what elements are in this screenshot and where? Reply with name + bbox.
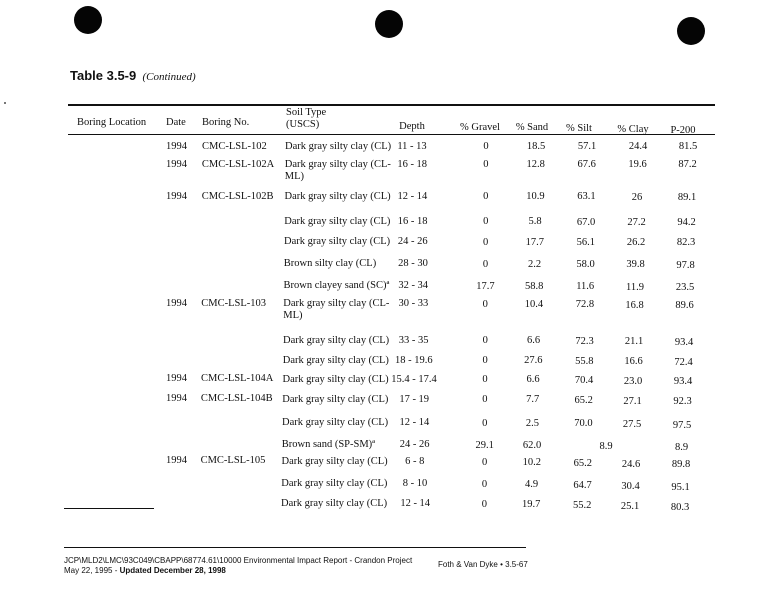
cell-p200: 97.8 bbox=[676, 260, 695, 271]
cell-p200: 89.1 bbox=[677, 192, 697, 203]
cell-gravel: 0 bbox=[482, 299, 488, 310]
cell-boring: CMC-LSL-105 bbox=[200, 455, 266, 466]
cell-silt: 72.3 bbox=[575, 336, 594, 347]
cell-clay: 16.8 bbox=[625, 300, 644, 311]
cell-p200: 82.3 bbox=[676, 237, 696, 248]
cell-sand: 6.6 bbox=[527, 335, 541, 346]
cell-sand: 18.5 bbox=[526, 141, 546, 152]
cell-soil: Brown silty clay (CL) bbox=[283, 258, 377, 269]
cell-soil: Dark gray silty clay (CL-ML) bbox=[283, 298, 390, 321]
cell-depth: 12 - 14 bbox=[399, 417, 430, 428]
cell-gravel: 0 bbox=[482, 355, 488, 366]
header-clay: % Clay bbox=[617, 124, 649, 135]
cell-depth: 24 - 26 bbox=[399, 439, 430, 450]
cell-p200: 80.3 bbox=[670, 502, 690, 513]
cell-gravel: 0 bbox=[481, 479, 488, 490]
cell-gravel: 0 bbox=[482, 374, 488, 385]
cell-p200: 23.5 bbox=[675, 282, 695, 293]
cell-soil: Dark gray silty clay (CL) bbox=[282, 355, 389, 366]
cell-gravel: 0 bbox=[483, 191, 489, 202]
cell-p200: 72.4 bbox=[674, 357, 693, 368]
cell-depth: 32 - 34 bbox=[398, 280, 429, 291]
cell-depth: 17 - 19 bbox=[399, 394, 430, 405]
cell-date: 1994 bbox=[166, 373, 187, 384]
cell-silt: 58.0 bbox=[576, 259, 595, 270]
cell-silt: 70.0 bbox=[574, 418, 593, 429]
cell-silt: 11.6 bbox=[576, 281, 595, 292]
cell-soil: Dark gray silty clay (CL) bbox=[281, 498, 388, 509]
cell-sand: 27.6 bbox=[524, 355, 543, 366]
cell-soil: Dark gray silty clay (CL) bbox=[285, 141, 392, 152]
cell-gravel: 29.1 bbox=[475, 440, 494, 451]
footer-file-path: JCP\MLD2\LMC\93C049\CBAPP\68774.61\10000 Environmental Impact Report - Crandon Project bbox=[64, 556, 413, 565]
cell-depth: 18 - 19.6 bbox=[394, 355, 433, 366]
cell-clay: 24.4 bbox=[628, 141, 648, 152]
cell-clay: 24.6 bbox=[621, 459, 641, 470]
cell-p200: 89.6 bbox=[675, 300, 694, 311]
cell-silt: 67.6 bbox=[577, 159, 596, 170]
cell-depth: 6 - 8 bbox=[405, 456, 425, 467]
header-top-rule bbox=[68, 104, 715, 106]
punch-hole-left bbox=[74, 6, 102, 34]
cell-silt: 65.2 bbox=[573, 458, 592, 469]
cell-silt: 56.1 bbox=[576, 237, 595, 248]
cell-clay: 16.6 bbox=[624, 356, 643, 367]
cell-date: 1994 bbox=[166, 393, 187, 404]
header-soil-type-uscs: (USCS) bbox=[286, 119, 320, 130]
cell-p200: 93.4 bbox=[673, 376, 693, 387]
cell-soil: Dark gray silty clay (CL) bbox=[284, 191, 391, 202]
punch-hole-center bbox=[375, 10, 403, 38]
cell-sand: 5.8 bbox=[528, 216, 542, 227]
cell-clay: 8.9 bbox=[599, 441, 613, 452]
cell-p200: 89.8 bbox=[671, 459, 691, 470]
cell-depth: 11 - 13 bbox=[397, 141, 427, 152]
cell-soil: Brown sand (SP-SM)ª bbox=[281, 439, 376, 450]
cell-gravel: 0 bbox=[481, 499, 488, 510]
cell-sand: 10.2 bbox=[522, 457, 541, 468]
cell-p200: 97.5 bbox=[672, 420, 692, 431]
cell-boring: CMC-LSL-103 bbox=[201, 298, 267, 309]
cell-p200: 93.4 bbox=[674, 337, 694, 348]
cell-soil: Dark gray silty clay (CL) bbox=[282, 417, 389, 428]
header-boring-location: Boring Location bbox=[77, 117, 147, 128]
cell-gravel: 0 bbox=[483, 216, 489, 227]
cell-clay: 23.0 bbox=[623, 376, 643, 387]
cell-boring: CMC-LSL-102A bbox=[201, 159, 275, 170]
table-title bbox=[70, 68, 196, 84]
cell-sand: 2.5 bbox=[525, 418, 539, 429]
header-gravel: % Gravel bbox=[460, 122, 500, 133]
cell-soil: Dark gray silty clay (CL) bbox=[282, 374, 389, 385]
cell-silt: 57.1 bbox=[577, 141, 597, 152]
cell-depth: 30 - 33 bbox=[398, 298, 429, 309]
header-p200: P-200 bbox=[670, 125, 696, 136]
scan-speck bbox=[4, 102, 6, 104]
cell-clay: 26 bbox=[631, 192, 643, 203]
footer-rule bbox=[64, 547, 526, 548]
cell-soil: Brown clayey sand (SC)ª bbox=[283, 280, 390, 291]
cell-depth: 12 - 14 bbox=[400, 498, 431, 509]
cell-gravel: 0 bbox=[482, 237, 489, 248]
cell-clay: 30.4 bbox=[621, 481, 640, 492]
cell-gravel: 0 bbox=[482, 335, 488, 346]
cell-sand: 4.9 bbox=[524, 479, 539, 490]
cell-boring: CMC-LSL-102B bbox=[201, 191, 274, 202]
cell-silt: 72.8 bbox=[575, 299, 595, 310]
cell-silt: 65.2 bbox=[574, 395, 593, 406]
cell-date: 1994 bbox=[166, 159, 187, 170]
cell-boring: CMC-LSL-104A bbox=[201, 373, 274, 384]
cell-depth: 16 - 18 bbox=[397, 216, 428, 227]
header-boring-no: Boring No. bbox=[202, 117, 250, 128]
footer-date-prefix: May 22, 1995 - bbox=[64, 566, 120, 575]
cell-silt: 55.2 bbox=[573, 500, 592, 511]
cell-silt: 55.8 bbox=[575, 356, 594, 367]
cell-clay: 27.5 bbox=[622, 419, 642, 430]
cell-date: 1994 bbox=[166, 298, 187, 309]
cell-date: 1994 bbox=[166, 455, 187, 466]
table-continued: (Continued) bbox=[142, 71, 196, 83]
cell-sand: 10.9 bbox=[526, 191, 545, 202]
cell-clay: 27.1 bbox=[623, 396, 642, 407]
footer-page-info: Foth & Van Dyke • 3.5-67 bbox=[438, 560, 528, 569]
cell-clay: 21.1 bbox=[624, 336, 644, 347]
cell-p200: 92.3 bbox=[673, 396, 692, 407]
table-number: Table 3.5-9 bbox=[70, 68, 137, 83]
cell-clay: 11.9 bbox=[626, 282, 644, 293]
cell-depth: 33 - 35 bbox=[398, 335, 429, 346]
footer-date bbox=[64, 566, 226, 575]
cell-p200: 95.1 bbox=[671, 482, 690, 493]
cell-depth: 24 - 26 bbox=[397, 236, 428, 247]
cell-gravel: 0 bbox=[482, 418, 488, 429]
cell-silt: 67.0 bbox=[576, 217, 596, 228]
cell-gravel: 17.7 bbox=[476, 281, 495, 292]
cell-clay: 26.2 bbox=[626, 237, 646, 248]
cell-boring: CMC-LSL-104B bbox=[200, 393, 273, 404]
cell-clay: 25.1 bbox=[620, 501, 640, 512]
footer-date-updated: Updated December 28, 1998 bbox=[119, 566, 226, 575]
cell-gravel: 0 bbox=[481, 457, 488, 468]
cell-sand: 10.4 bbox=[524, 299, 544, 310]
cell-gravel: 0 bbox=[482, 259, 489, 270]
cell-silt: 64.7 bbox=[573, 480, 592, 491]
cell-clay: 27.2 bbox=[627, 217, 646, 228]
cell-depth: 12 - 14 bbox=[397, 191, 428, 202]
cell-gravel: 0 bbox=[483, 159, 489, 170]
cell-p200: 87.2 bbox=[678, 159, 697, 170]
cell-soil: Dark gray silty clay (CL-ML) bbox=[284, 159, 391, 182]
cell-sand: 7.7 bbox=[526, 394, 540, 405]
cell-sand: 58.8 bbox=[525, 281, 544, 292]
cell-soil: Dark gray silty clay (CL) bbox=[284, 216, 391, 227]
punch-hole-right bbox=[677, 17, 705, 45]
cell-silt: 70.4 bbox=[574, 375, 594, 386]
cell-sand: 17.7 bbox=[525, 237, 544, 248]
header-sand: % Sand bbox=[515, 122, 549, 133]
cell-soil: Dark gray silty clay (CL) bbox=[283, 335, 390, 346]
cell-boring: CMC-LSL-102 bbox=[202, 141, 267, 152]
cell-sand: 6.6 bbox=[526, 374, 540, 385]
cell-depth: 28 - 30 bbox=[398, 258, 428, 269]
cell-soil: Dark gray silty clay (CL) bbox=[281, 456, 388, 467]
cell-gravel: 0 bbox=[483, 141, 489, 152]
header-depth: Depth bbox=[399, 121, 425, 132]
cell-soil: Dark gray silty clay (CL) bbox=[281, 478, 388, 489]
cell-depth: 16 - 18 bbox=[397, 159, 428, 170]
cell-gravel: 0 bbox=[482, 394, 488, 405]
cell-soil: Dark gray silty clay (CL) bbox=[282, 394, 389, 405]
cell-p200: 8.9 bbox=[674, 442, 689, 453]
cell-sand: 12.8 bbox=[526, 159, 545, 170]
table-end-rule bbox=[64, 508, 154, 509]
cell-sand: 2.2 bbox=[527, 259, 542, 270]
cell-p200: 81.5 bbox=[678, 141, 698, 152]
cell-sand: 19.7 bbox=[522, 499, 541, 510]
cell-clay: 39.8 bbox=[626, 259, 645, 270]
cell-silt: 63.1 bbox=[577, 191, 596, 202]
cell-clay: 19.6 bbox=[628, 159, 647, 170]
header-date: Date bbox=[166, 117, 186, 128]
header-soil-type: Soil Type bbox=[286, 107, 327, 118]
cell-depth: 8 - 10 bbox=[402, 478, 428, 489]
cell-sand: 62.0 bbox=[522, 440, 542, 451]
header-silt: % Silt bbox=[566, 123, 592, 134]
cell-p200: 94.2 bbox=[677, 217, 696, 228]
cell-date: 1994 bbox=[166, 141, 187, 152]
cell-date: 1994 bbox=[166, 191, 187, 202]
cell-depth: 15.4 - 17.4 bbox=[391, 374, 437, 385]
cell-soil: Dark gray silty clay (CL) bbox=[284, 236, 391, 247]
